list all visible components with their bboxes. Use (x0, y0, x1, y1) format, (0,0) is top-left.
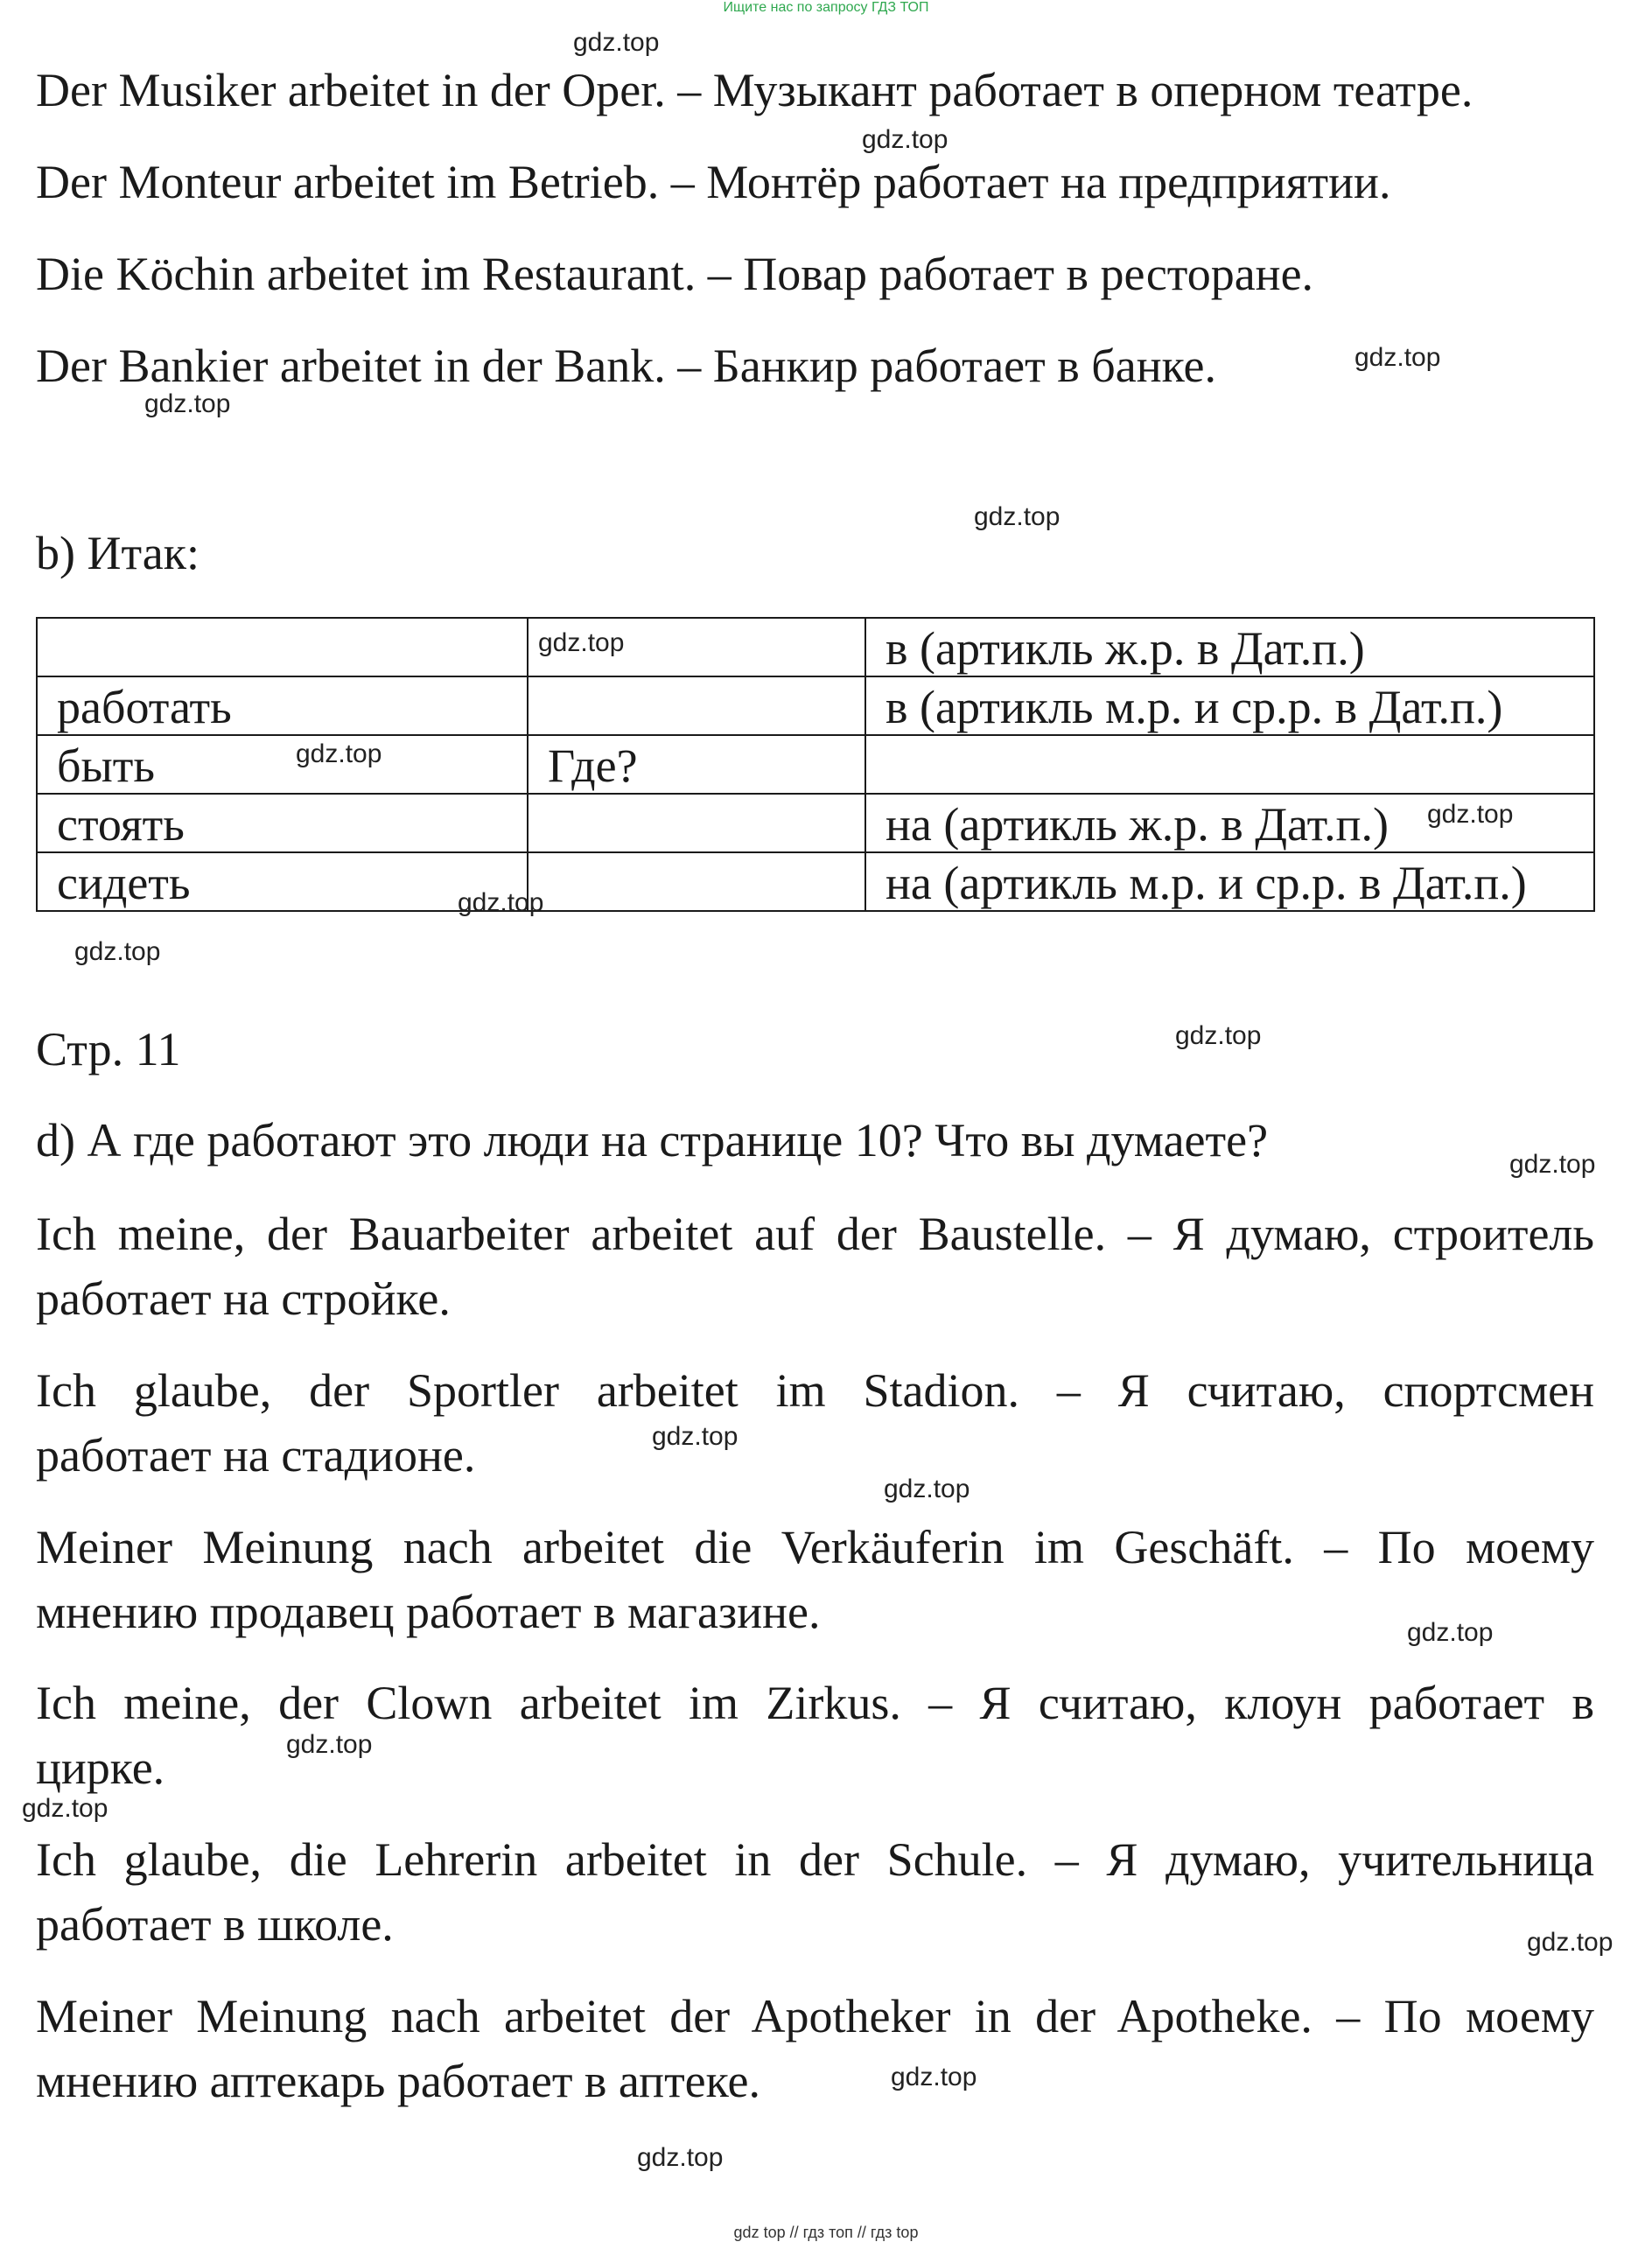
watermark: gdz.top (538, 628, 625, 657)
watermark: gdz.top (891, 2063, 977, 2091)
table-cell: стоять (37, 794, 528, 852)
answer-line: работает на стадионе. (36, 1429, 476, 1482)
table-row (37, 618, 1594, 676)
watermark: gdz.top (1407, 1618, 1494, 1647)
table-cell: на (артикль ж.р. в Дат.п.) (865, 794, 1594, 852)
answer-line: Meiner Meinung nach arbeitet die Verkäuferin im Geschäft. – По моему (36, 1521, 1594, 1573)
answer-line: Meiner Meinung nach arbeitet der Apotheker in der Apotheke. – По моему (36, 1990, 1594, 2042)
section-d-question: d) А где работают это люди на странице 10? Что вы думаете? (36, 1114, 1269, 1167)
watermark: gdz.top (637, 2143, 724, 2172)
answer-4 (36, 1671, 1594, 1800)
sentence-a-2: Der Monteur arbeitet im Betrieb. – Монтёр работает на предприятии. (36, 156, 1391, 208)
sentence-a-1: Der Musiker arbeitet in der Oper. – Музыкант работает в оперном театре. (36, 64, 1474, 116)
page-heading: Стр. 11 (36, 1023, 181, 1075)
table-cell (528, 794, 865, 852)
top-banner: Ищите нас по запросу ГДЗ ТОП (723, 0, 929, 15)
table-cell: в (артикль ж.р. в Дат.п.) (865, 618, 1594, 676)
answer-line: мнению продавец работает в магазине. (36, 1586, 821, 1638)
watermark: gdz.top (22, 1794, 108, 1823)
table-cell (865, 735, 1594, 794)
verb-preposition-table (36, 617, 1595, 912)
watermark: gdz.top (74, 937, 161, 966)
bottom-banner: gdz top // гдз топ // гдз top (733, 2224, 919, 2241)
watermark: gdz.top (1427, 800, 1514, 829)
table-cell: работать (37, 676, 528, 735)
watermark: gdz.top (144, 389, 231, 418)
table-cell (528, 676, 865, 735)
answer-5 (36, 1827, 1594, 1957)
answer-line: Ich meine, der Clown arbeitet im Zirkus. – Я считаю, клоун работает в (36, 1677, 1594, 1729)
answer-line: Ich glaube, der Sportler arbeitet im Stadion. – Я считаю, спортсмен (36, 1364, 1594, 1417)
watermark: gdz.top (458, 888, 544, 917)
answer-line: цирке. (36, 1741, 165, 1794)
table-cell: на (артикль м.р. и ср.р. в Дат.п.) (865, 852, 1594, 911)
table-cell: Где? (528, 735, 865, 794)
table-cell: быть (37, 735, 528, 794)
table-cell (528, 852, 865, 911)
answer-line: Ich glaube, die Lehrerin arbeitet in der Schule. – Я думаю, учительница (36, 1833, 1594, 1886)
watermark: gdz.top (862, 125, 948, 154)
answer-line: работает в школе. (36, 1898, 394, 1951)
table-cell: сидеть (37, 852, 528, 911)
watermark: gdz.top (884, 1475, 970, 1503)
watermark: gdz.top (296, 739, 382, 768)
watermark: gdz.top (1175, 1021, 1262, 1050)
answer-2 (36, 1358, 1594, 1488)
answer-3 (36, 1515, 1594, 1644)
watermark: gdz.top (573, 28, 660, 57)
watermark: gdz.top (974, 502, 1060, 531)
watermark: gdz.top (1509, 1150, 1596, 1179)
sentence-a-3: Die Köchin arbeitet im Restaurant. – Повар работает в ресторане. (36, 248, 1314, 300)
answer-line: мнению аптекарь работает в аптеке. (36, 2055, 761, 2107)
answer-1 (36, 1202, 1594, 1331)
answer-line: Ich meine, der Bauarbeiter arbeitet auf der Baustelle. – Я думаю, строитель (36, 1208, 1594, 1260)
table-row (37, 852, 1594, 911)
table-row (37, 676, 1594, 735)
answer-line: работает на стройке. (36, 1272, 451, 1325)
sentence-a-4: Der Bankier arbeitet in der Bank. – Банкир работает в банке. (36, 340, 1216, 392)
section-b-heading: b) Итак: (36, 527, 200, 579)
table-row (37, 735, 1594, 794)
watermark: gdz.top (652, 1422, 738, 1451)
table-row (37, 794, 1594, 852)
watermark: gdz.top (1354, 343, 1441, 372)
table-cell (37, 618, 528, 676)
table-cell: в (артикль м.р. и ср.р. в Дат.п.) (865, 676, 1594, 735)
answer-6 (36, 1984, 1594, 2113)
watermark: gdz.top (286, 1730, 373, 1759)
watermark: gdz.top (1527, 1928, 1614, 1957)
